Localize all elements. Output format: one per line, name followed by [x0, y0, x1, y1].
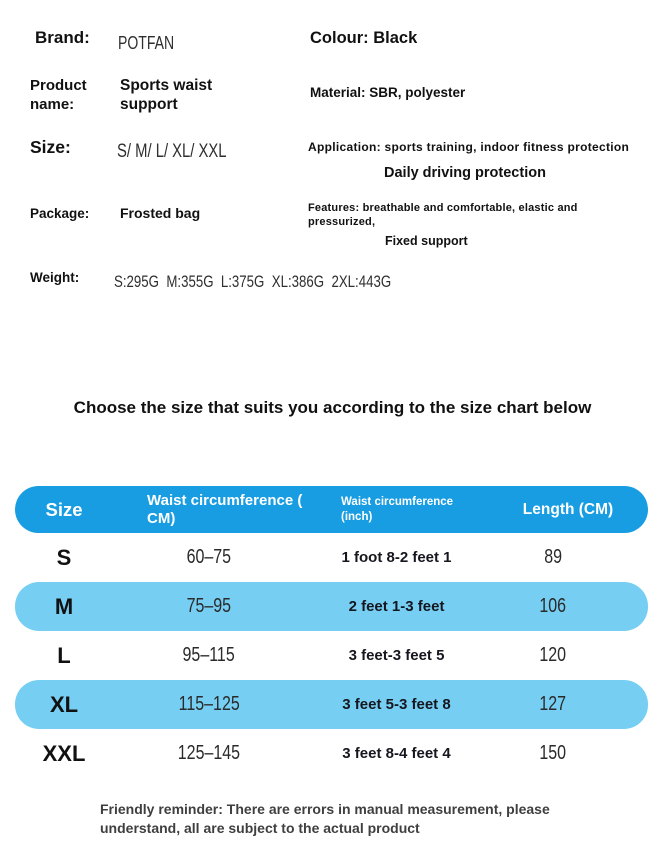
footer-note-line1: Friendly reminder: There are errors in manual measurement, please — [100, 801, 550, 817]
features-line2: Fixed support — [385, 234, 468, 248]
length-cell — [488, 693, 648, 716]
size-value — [117, 141, 257, 163]
colour-value: Colour: Black — [310, 29, 418, 47]
length-text: 127 — [539, 693, 567, 715]
header-waist-cm-line2: CM) — [147, 509, 176, 527]
length-text: 89 — [544, 546, 562, 568]
weight-value — [114, 272, 469, 292]
waist-cm-cell — [113, 546, 305, 569]
waist-cm-text: 75–95 — [186, 595, 232, 617]
waist-inch-cell: 3 feet-3 feet 5 — [348, 647, 445, 664]
size-chart-body — [15, 533, 648, 778]
header-waist-inch-line2: (inch) — [341, 510, 373, 523]
header-waist-inch-line1: Waist circumference — [341, 495, 454, 508]
header-waist-cm — [113, 492, 305, 528]
waist-inch-cell: 1 foot 8-2 feet 1 — [341, 549, 452, 566]
waist-cm-cell — [113, 693, 305, 716]
footer-note-line2: understand, all are subject to the actual product — [100, 819, 420, 836]
features-line1: Features: breathable and comfortable, elastic and pressurized, — [308, 202, 578, 229]
size-cell: S — [56, 544, 72, 570]
header-waist-inch — [305, 495, 488, 525]
waist-inch-cell: 3 feet 5-3 feet 8 — [342, 696, 451, 713]
brand-value — [118, 33, 190, 54]
length-cell — [488, 546, 648, 569]
brand-value-text: POTFAN — [118, 33, 175, 53]
length-cell — [488, 644, 648, 667]
waist-cm-cell — [113, 595, 305, 618]
table-row — [15, 533, 648, 582]
weight-value-text: S:295G M:355G L:375G XL:386G 2XL:443G — [114, 272, 392, 291]
length-text: 106 — [539, 595, 567, 617]
waist-cm-cell — [113, 644, 305, 667]
length-text: 120 — [539, 644, 567, 666]
table-row — [15, 631, 648, 680]
package-value: Frosted bag — [120, 205, 201, 221]
header-waist-cm-line1: Waist circumference ( — [147, 491, 303, 509]
waist-cm-text: 115–125 — [178, 693, 240, 715]
waist-cm-text: 125–145 — [177, 742, 241, 764]
footer-note — [100, 800, 580, 838]
material-value: Material: SBR, polyester — [310, 85, 466, 100]
length-cell — [488, 742, 648, 765]
waist-cm-text: 95–115 — [182, 644, 236, 666]
length-cell — [488, 595, 648, 618]
waist-inch-cell: 3 feet 8-4 feet 4 — [342, 745, 451, 762]
product-name-value: Sports waist support — [120, 77, 213, 114]
waist-cm-text: 60–75 — [186, 546, 232, 568]
header-length: Length (CM) — [522, 500, 614, 518]
size-cell: L — [57, 642, 71, 668]
weight-label: Weight: — [30, 270, 80, 285]
size-cell: XL — [49, 691, 79, 717]
waist-cm-cell — [113, 742, 305, 765]
size-chart-title: Choose the size that suits you according to the size chart below — [73, 398, 592, 417]
table-row — [15, 680, 648, 729]
size-cell: M — [54, 593, 74, 619]
size-chart-header-row — [15, 486, 648, 533]
application-line1: Application: sports training, indoor fitness protection — [308, 140, 630, 154]
brand-label: Brand: — [35, 28, 90, 47]
size-cell: XXL — [42, 740, 86, 766]
length-text: 150 — [539, 742, 567, 764]
header-size: Size — [45, 498, 83, 520]
size-chart-table — [15, 486, 648, 778]
application-line2: Daily driving protection — [384, 165, 546, 181]
waist-inch-cell: 2 feet 1-3 feet — [348, 598, 445, 615]
table-row — [15, 729, 648, 778]
size-label: Size: — [30, 137, 71, 157]
package-label: Package: — [30, 206, 90, 221]
table-row — [15, 582, 648, 631]
size-value-text: S/ M/ L/ XL/ XXL — [117, 141, 227, 162]
product-name-label: Product name: — [30, 77, 87, 113]
